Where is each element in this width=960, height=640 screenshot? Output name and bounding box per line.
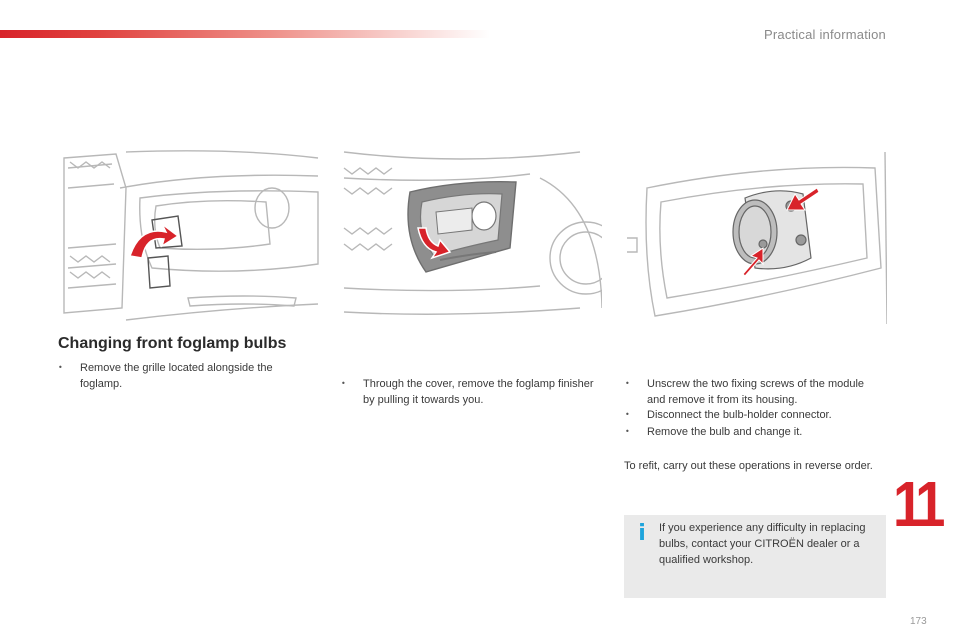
step-text: Unscrew the two fixing screws of the module and remove it from its housing. — [647, 378, 865, 406]
step-item — [625, 376, 880, 408]
page-number: 173 — [910, 616, 927, 627]
step-item — [625, 424, 880, 440]
section-heading: Changing front foglamp bulbs — [58, 335, 287, 352]
figure-grille-removal — [56, 148, 320, 326]
figure-module-screws — [625, 148, 887, 326]
info-box — [624, 515, 886, 598]
bullet-icon: • — [625, 410, 630, 419]
bullet-icon: • — [341, 379, 346, 388]
step-text: Remove the grille located alongside the foglamp. — [80, 362, 273, 390]
step-item — [625, 407, 880, 423]
step-item — [58, 360, 308, 392]
foglamp-grille-removal-illustration — [56, 148, 320, 326]
section-title: Practical information — [764, 27, 886, 42]
foglamp-finisher-removal-illustration — [340, 148, 602, 326]
bullet-icon: • — [625, 427, 630, 436]
info-text: If you experience any difficulty in replacing bulbs, contact your CITROËN dealer or a qualified workshop. — [659, 522, 866, 566]
header-accent-bar — [0, 30, 490, 38]
refit-note: To refit, carry out these operations in reverse order. — [624, 460, 873, 472]
step-text: Through the cover, remove the foglamp finisher by pulling it towards you. — [363, 378, 594, 406]
bullet-icon: • — [625, 379, 630, 388]
foglamp-module-screws-illustration — [625, 148, 887, 326]
step-text: Disconnect the bulb-holder connector. — [647, 409, 832, 421]
step-item — [341, 376, 596, 408]
step-text: Remove the bulb and change it. — [647, 426, 803, 438]
figure-finisher-removal — [340, 148, 602, 326]
bullet-icon: • — [58, 363, 63, 372]
chapter-number: 11 — [893, 468, 941, 540]
info-icon: i — [638, 521, 646, 546]
